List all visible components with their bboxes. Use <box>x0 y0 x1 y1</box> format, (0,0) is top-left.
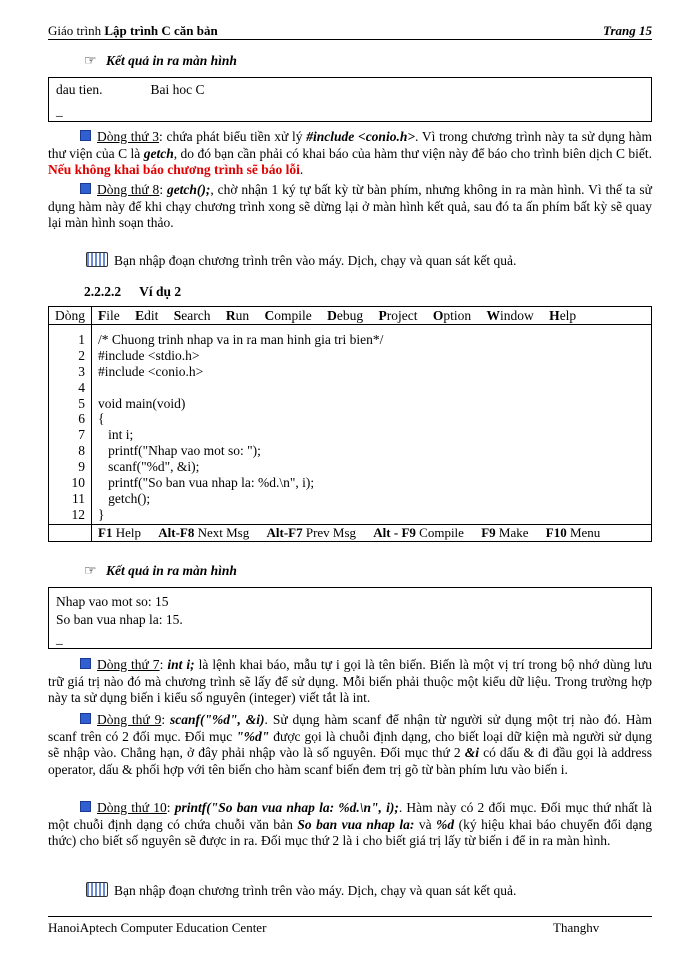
line-number: 1 <box>78 332 85 347</box>
result-box-2 <box>48 587 652 649</box>
header-page-number: Trang 15 <box>603 23 652 38</box>
menu-file[interactable]: File <box>98 307 120 323</box>
section-heading: 2.2.2.2 Ví dụ 2 <box>84 284 182 299</box>
menu-help[interactable]: Help <box>549 307 577 323</box>
status-help[interactable]: F1 Help <box>98 524 141 540</box>
keyboard-icon <box>86 252 108 267</box>
menu-search[interactable]: Search <box>173 307 211 323</box>
page-footer <box>48 916 652 935</box>
line-number: 7 <box>78 427 85 443</box>
output-line-1: Nhap vao mot so: 15 <box>56 594 169 609</box>
status-compile[interactable]: Alt - F9 Compile <box>373 524 464 540</box>
instruction-note-1: Bạn nhập đoạn chương trình trên vào máy. Dịch, chạy và quan sát kết quả. <box>86 252 516 269</box>
result-title-1: ☞ Kết quả in ra màn hình <box>84 53 237 69</box>
output-cursor: _ <box>56 631 63 646</box>
result-title-2: ☞ Kết quả in ra màn hình <box>84 563 237 579</box>
bullet-icon <box>80 183 91 194</box>
menu-compile[interactable]: Compile <box>264 307 312 323</box>
editor-menu-row <box>49 307 652 325</box>
status-menu[interactable]: F10 Menu <box>545 524 601 540</box>
footer-author: Thanghv <box>553 920 600 935</box>
paragraph-line10: Dòng thứ 10: printf("So ban vua nhap la: %d.\n", i);. Hàm này có 2 đối mục. Đối mục thứ nhất là một chuỗi định dạng có chứa chuỗi văn bản So ban vua nhap la: và %d (ký hiệu khai báo chuyển đổi dạng thức) cho biết số nguyên sẽ được in ra. Đối mục thứ 2 là i cho biết giá trị lấy từ biến i để in ra màn hình. <box>48 800 652 848</box>
paragraph-line7: Dòng thứ 7: int i; là lệnh khai báo, mẫu tự i gọi là tên biến. Biến là một vị trí trong bộ nhớ dùng lưu trữ giá trị nào đó mà chương trình sẽ lấy để sử dụng. Mỗi biến phải thuộc một kiểu dữ liệu. Trong trường hợp này ta sử dụng biến i kiểu số nguyên (integer) viết tắt là int. <box>48 657 652 705</box>
header-course: Giáo trình Lập trình C căn bản <box>48 23 218 38</box>
code-line: printf("So ban vua nhap la: %d.\n", i); <box>98 475 315 491</box>
menu-project[interactable]: Project <box>378 307 418 323</box>
line-column-header: Dòng <box>49 307 92 325</box>
bullet-icon <box>80 658 91 669</box>
result-box-1 <box>48 77 652 122</box>
line-number: 6 <box>78 411 85 427</box>
line-number: 8 <box>78 443 85 459</box>
paragraph-line8: Dòng thứ 8: getch();, chờ nhận 1 ký tự bất kỳ từ bàn phím, nhưng không in ra màn hình. Vì thế ta sử dụng hàm này để khi chạy chương trình xong sẽ dừng lại ở màn hình kết quả, sau đó ta ấn phím bất kỳ sẽ quay lại màn hình soạn thảo. <box>48 182 652 230</box>
keyboard-icon <box>86 882 108 897</box>
line-number: 3 <box>78 363 85 379</box>
status-empty-cell <box>49 524 92 541</box>
output-cursor: _ <box>56 103 63 118</box>
footer-organization: HanoiAptech Computer Education Center <box>48 920 267 935</box>
pointing-hand-icon: ☞ <box>84 54 97 69</box>
instruction-note-2: Bạn nhập đoạn chương trình trên vào máy. Dịch, chạy và quan sát kết quả. <box>86 882 516 899</box>
menu-run[interactable]: Run <box>225 307 250 323</box>
line-number: 9 <box>78 459 85 475</box>
source-code[interactable] <box>92 325 652 525</box>
code-line: printf("Nhap vao mot so: "); <box>98 443 261 459</box>
output-line-1: dau tien. Bai hoc C <box>56 82 205 97</box>
code-editor-table <box>48 306 652 542</box>
bullet-icon <box>80 713 91 724</box>
editor-body-row <box>49 325 652 525</box>
pointing-hand-icon: ☞ <box>84 564 97 579</box>
bullet-icon <box>80 130 91 141</box>
code-line: #include <stdio.h> <box>98 347 200 363</box>
code-line: void main(void) <box>98 395 186 411</box>
status-next-msg[interactable]: Alt-F8 Next Msg <box>158 524 250 540</box>
code-line: int i; <box>98 427 134 443</box>
menu-window[interactable]: Window <box>486 307 534 323</box>
output-line-2: So ban vua nhap la: 15. <box>56 612 183 627</box>
line-number: 2 <box>78 347 85 363</box>
editor-menu-bar <box>92 307 652 325</box>
code-line: { <box>98 411 105 427</box>
menu-edit[interactable]: Edit <box>135 307 159 323</box>
line-numbers <box>49 325 92 525</box>
paragraph-line3: Dòng thứ 3: chứa phát biểu tiền xử lý #include <conio.h>. Vì trong chương trình này ta sử dụng hàm thư viện của C là getch, do đó bạn cần phải có khai báo của hàm thư viện này để báo cho trình biên dịch C biết. Nếu không khai báo chương trình sẽ báo lỗi. <box>48 129 652 177</box>
code-line: getch(); <box>98 490 151 506</box>
status-prev-msg[interactable]: Alt-F7 Prev Msg <box>266 524 357 540</box>
code-line: #include <conio.h> <box>98 363 204 379</box>
line-number: 12 <box>71 506 85 522</box>
code-line: scanf("%d", &i); <box>98 459 200 475</box>
line-number: 11 <box>72 490 85 506</box>
menu-option[interactable]: Option <box>432 307 472 323</box>
code-line <box>92 380 651 396</box>
editor-status-row <box>49 524 652 541</box>
code-line: } <box>98 506 105 522</box>
code-line: /* Chuong trinh nhap va in ra man hinh gia tri bien*/ <box>98 332 384 347</box>
status-make[interactable]: F9 Make <box>481 524 529 540</box>
page-header <box>48 21 652 40</box>
line-number: 4 <box>78 379 85 395</box>
line-number: 5 <box>78 395 85 411</box>
paragraph-line9: Dòng thứ 9: scanf("%d", &i). Sử dụng hàm scanf để nhận từ người sử dụng một trị nào đó. Hàm scanf trên có 2 đối mục. Đối mục "%d" được gọi là chuỗi định dạng, cho biết loại dữ kiện mà người sử dụng sẽ nhập vào. Chẳng hạn, ở đây phải nhập vào là số nguyên. Đối mục thứ 2 &i có dấu & đi đầu gọi là address operator, dấu & phối hợp với tên biến cho hàm scanf biến đem trị gõ từ bàn phím lưu vào biến i. <box>48 712 652 777</box>
line-number: 10 <box>71 475 85 491</box>
status-bar <box>92 524 652 541</box>
bullet-icon <box>80 801 91 812</box>
menu-debug[interactable]: Debug <box>327 307 364 323</box>
